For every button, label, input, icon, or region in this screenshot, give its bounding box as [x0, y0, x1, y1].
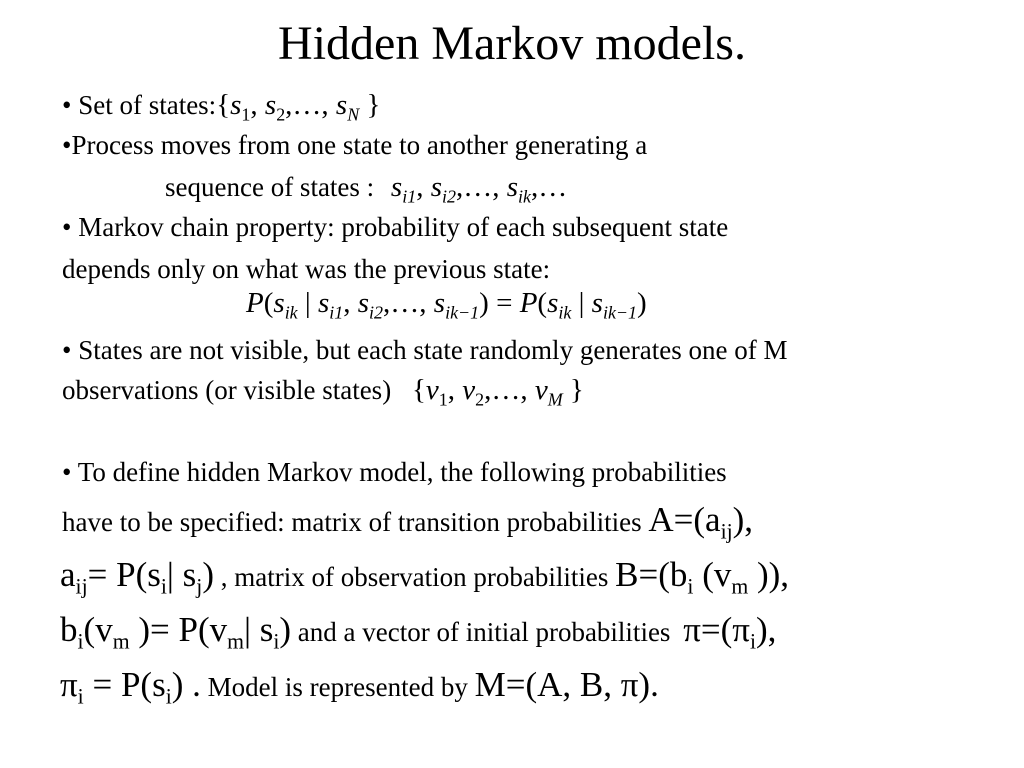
states-set-formula: {$s_1$, $s_2,\dots$, $s_N$ }	[216, 89, 381, 125]
define-text-2: have to be specified: matrix of transition probabilities	[62, 507, 642, 537]
model-text: Model is represented by	[207, 672, 468, 702]
define-line-2	[62, 500, 754, 544]
set-of-states-line	[62, 88, 381, 125]
bullet: •	[62, 457, 72, 487]
observation-matrix-formula: $B=(b_i$ ($v_m$ )),	[615, 555, 790, 599]
markov-line-2	[62, 252, 550, 286]
process-text: Process moves from one state to another generating a	[71, 130, 648, 160]
define-line-4	[60, 610, 777, 654]
obs-matrix-text: , matrix of observation probabilities	[220, 562, 609, 592]
define-line-1	[62, 455, 727, 489]
sequence-formula: $s_{i1}$, $s_{i2},\dots$, $s_{ik},\dots$	[390, 171, 568, 207]
transition-matrix-formula: $A=(a_{ij})$,	[648, 500, 754, 544]
states-line-2	[62, 373, 584, 410]
bullet: •	[62, 212, 72, 242]
define-line-5	[60, 665, 659, 709]
states-text-1: States are not visible, but each state randomly generates one of M	[78, 335, 788, 365]
markov-line-1	[62, 210, 728, 244]
bullet: •	[62, 90, 72, 120]
initial-prob-formula: $\pi_i = P(s_i)$ .	[60, 665, 201, 709]
states-line-1	[62, 333, 787, 367]
set-of-states-label: Set of states:	[78, 90, 217, 120]
sequence-line	[165, 170, 568, 207]
states-text-2: observations (or visible states)	[62, 375, 392, 405]
observation-prob-formula: $b_i(v_m$ )= $P(v_m|$ $s_i$)	[60, 610, 292, 654]
define-line-3	[60, 555, 790, 599]
markov-formula: $P(s_{ik}$ | $s_{i1}$, $s_{i2},\dots$, $s_{ik-1}) = P(s_{ik}$ | $s_{ik-1}$)	[246, 287, 647, 323]
initial-vector-formula: $\pi=(\pi_i)$,	[683, 610, 777, 654]
process-line	[62, 128, 647, 162]
sequence-label: sequence of states :	[165, 172, 375, 202]
markov-text-1: Markov chain property: probability of each subsequent state	[78, 212, 729, 242]
bullet: •	[62, 335, 72, 365]
model-formula: M=(A, B, π).	[474, 665, 659, 704]
init-vector-text: and a vector of initial probabilities	[297, 617, 671, 647]
markov-text-2: depends only on what was the previous state:	[62, 254, 551, 284]
bullet: •	[62, 130, 72, 160]
define-text-1: To define hidden Markov model, the following probabilities	[77, 457, 727, 487]
slide-title: Hidden Markov models.	[278, 17, 746, 70]
observations-set-formula: {$v_1$, $v_2,\dots$, $v_M$ }	[411, 374, 584, 410]
transition-prob-formula: $a_{ij}= P(s_i|$ $s_j$)	[60, 555, 214, 599]
